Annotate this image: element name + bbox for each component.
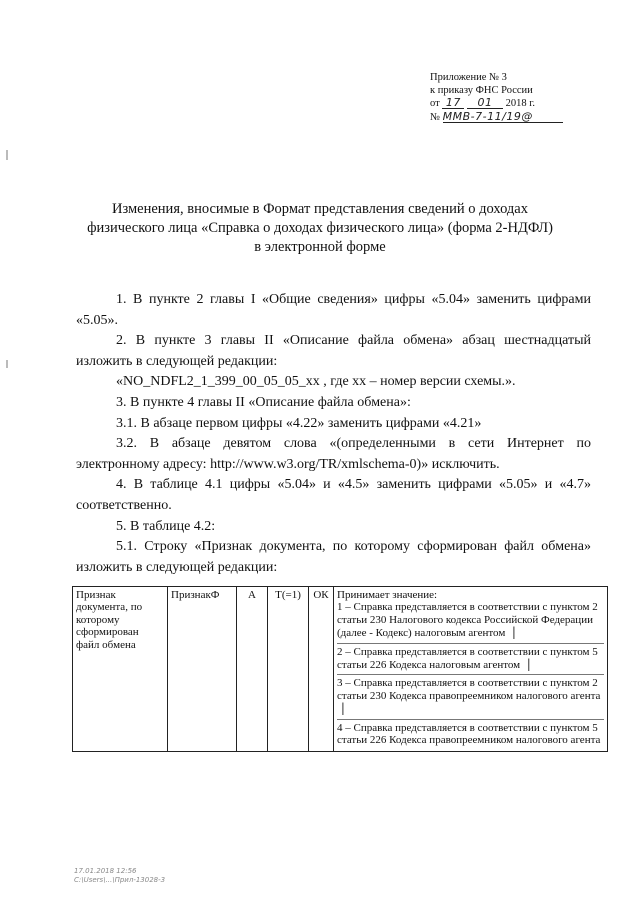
- pen-mark-icon: |: [508, 625, 516, 640]
- paragraph-2-quote: «NO_NDFL2_1_399_00_05_05_xx , где xx – номер версии схемы.».: [116, 374, 516, 390]
- paragraph-1: 1. В пункте 2 главы I «Общие сведения» цифры «5.04» заменить цифрами «5.05».: [76, 292, 591, 328]
- scan-margin-mark: [6, 360, 8, 368]
- paragraph-3-1: 3.1. В абзаце первом цифры «4.22» заменить цифрами «4.21»: [116, 415, 482, 431]
- date-day: 17: [442, 97, 464, 109]
- paragraph-3-2: 3.2. В абзаце девятом слова «(определенными в сети Интернет по электронному адресу: http://www.w3.org/TR/xmlschema-0)» исключить.: [76, 436, 591, 472]
- appendix-block: [430, 72, 610, 124]
- values-list: [337, 601, 604, 749]
- paragraph-4: 4. В таблице 4.1 цифры «5.04» и «4.5» заменить цифрами «5.05» и «4.7» соответственно.: [76, 477, 591, 513]
- number-prefix: №: [430, 111, 441, 123]
- list-item: 4 – Справка представляется в соответствии с пунктом 5 статьи 226 Кодекса правопреемником налогового агента: [337, 721, 601, 747]
- appendix-line-2: к приказу ФНС России: [430, 84, 533, 96]
- scan-margin-mark: [6, 150, 8, 160]
- appendix-line-1: Приложение № 3: [430, 72, 507, 83]
- list-item: 3 – Справка представляется в соответствии с пунктом 2 статьи 230 Кодекса правопреемником налогового агента |: [337, 677, 604, 719]
- cell-element-format: Т(=1): [268, 587, 309, 752]
- appendix-number: [430, 111, 610, 125]
- list-item: 1 – Справка представляется в соответствии с пунктом 2 статьи 230 Налогового кодекса Российской Федерации (далее - Кодекс) налоговым агентом |: [337, 601, 604, 643]
- list-item: 2 – Справка представляется в соответствии с пунктом 5 статьи 226 Кодекса налоговым агентом |: [337, 646, 604, 676]
- values-heading: Принимает значение:: [337, 589, 438, 601]
- order-number: ММВ-7-11/19@: [443, 111, 563, 123]
- pen-mark-icon: |: [337, 701, 345, 716]
- cell-element-values: [334, 587, 608, 752]
- cell-element-type: А: [237, 587, 268, 752]
- paragraph-5-1: 5.1. Строку «Признак документа, по которому сформирован файл обмена» изложить в следующей редакции:: [76, 539, 591, 575]
- appendix-date: [430, 97, 610, 111]
- element-table: [72, 586, 608, 752]
- cell-element-required: ОК: [309, 587, 334, 752]
- cell-element-name: Признак документа, по которому сформирован файл обмена: [73, 587, 168, 752]
- paragraph-2: 2. В пункте 3 главы II «Описание файла обмена» абзац шестнадцатый изложить в следующей редакции:: [76, 333, 591, 369]
- paragraph-5: 5. В таблице 4.2:: [116, 518, 216, 534]
- paragraph-3: 3. В пункте 4 главы II «Описание файла обмена»:: [116, 394, 411, 410]
- title-line-1: Изменения, вносимые в Формат представления сведений о доходах: [112, 201, 528, 217]
- footer-timestamp: 17.01.2018 12:56: [74, 867, 137, 875]
- footer-path: C:\Users\...\Прил-13028-3: [74, 876, 166, 884]
- table-row: [73, 587, 608, 752]
- pen-mark-icon: |: [522, 657, 531, 672]
- title-line-2: физического лица «Справка о доходах физического лица» (форма 2-НДФЛ): [87, 220, 553, 236]
- document-title: [80, 200, 560, 257]
- document-body: [76, 290, 591, 578]
- date-prefix: от: [430, 98, 440, 109]
- title-line-3: в электронной форме: [254, 239, 386, 255]
- date-month: 01: [467, 97, 503, 109]
- cell-element-code: ПризнакФ: [168, 587, 237, 752]
- date-year: 2018 г.: [505, 98, 535, 109]
- print-footer: [74, 867, 165, 885]
